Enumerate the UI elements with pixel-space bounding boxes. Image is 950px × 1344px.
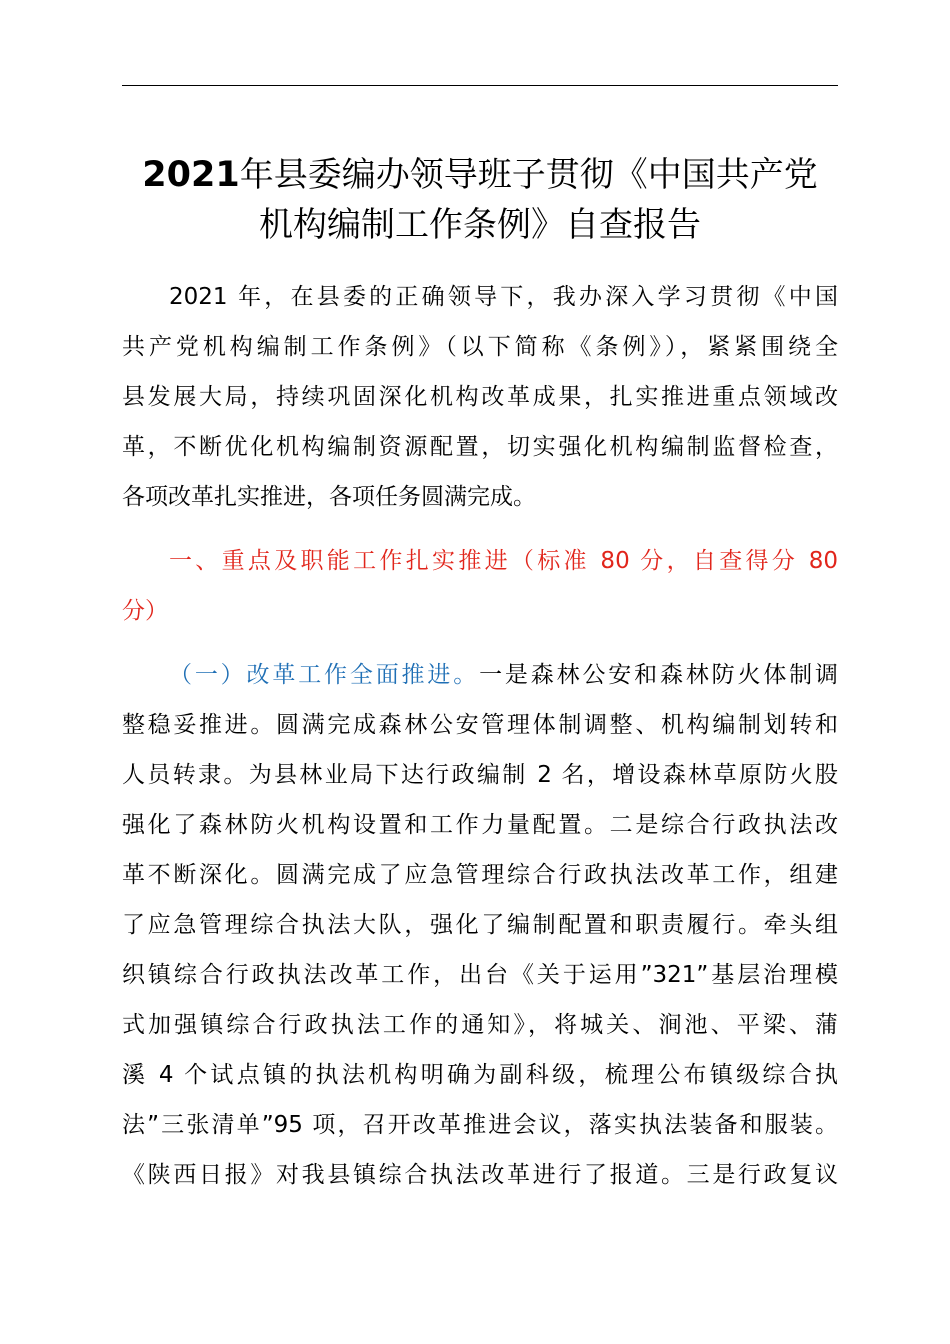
text-line — [122, 650, 838, 700]
title-line-2: 机构编制工作条例》自查报告 — [259, 205, 701, 245]
text-line: 式加强镇综合行政执法工作的通知》，将城关、涧池、平梁、蒲 — [122, 1012, 838, 1038]
text-line: 法”三张清单”95 项，召开改革推进会议，落实执法装备和服装。 — [122, 1112, 838, 1138]
text-line: 革不断深化。圆满完成了应急管理综合行政执法改革工作，组建 — [122, 862, 838, 888]
document-body — [122, 272, 838, 1200]
text-line: 各项改革扎实推进，各项任务圆满完成。 — [122, 484, 536, 510]
text-line: 织镇综合行政执法改革工作，出台《关于运用”321”基层治理模 — [122, 962, 838, 988]
text-line: 溪 4 个试点镇的执法机构明确为副科级，梳理公布镇级综合执 — [122, 1062, 838, 1088]
section-heading-line: 一、重点及职能工作扎实推进（标准 80 分，自查得分 80 — [169, 548, 838, 574]
text-line: 《陕西日报》对我县镇综合执法改革进行了报道。三是行政复议 — [122, 1162, 838, 1188]
page-title — [80, 150, 880, 250]
text-line: 强化了森林防火机构设置和工作力量配置。二是综合行政执法改 — [122, 812, 838, 838]
title-year: 2021 — [142, 155, 240, 195]
section-heading — [122, 536, 838, 636]
title-line-1 — [80, 150, 880, 200]
text-line: 整稳妥推进。圆满完成森林公安管理体制调整、机构编制划转和 — [122, 712, 838, 738]
header-rule — [122, 85, 838, 86]
text-line: 县发展大局，持续巩固深化机构改革成果，扎实推进重点领域改 — [122, 384, 838, 410]
text-line: 人员转隶。为县林业局下达行政编制 2 名，增设森林草原防火股 — [122, 762, 838, 788]
subsection-first-line-text: 一是森林公安和森林防火体制调 — [479, 662, 839, 688]
text-line: 共产党机构编制工作条例》（以下简称《条例》），紧紧围绕全 — [122, 334, 838, 360]
subsection-paragraph — [122, 650, 838, 1200]
intro-paragraph — [122, 272, 838, 522]
text-line: 了应急管理综合执法大队，强化了编制配置和职责履行。牵头组 — [122, 912, 838, 938]
text-line: 2021 年，在县委的正确领导下，我办深入学习贯彻《中国 — [169, 284, 838, 310]
text-line: 革，不断优化机构编制资源配置，切实强化机构编制监督检查， — [122, 434, 838, 460]
title-line-1-text: 年县委编办领导班子贯彻《中国共产党 — [239, 155, 818, 195]
subsection-heading: （一）改革工作全面推进。 — [169, 662, 480, 688]
section-heading-line: 分） — [122, 598, 168, 624]
